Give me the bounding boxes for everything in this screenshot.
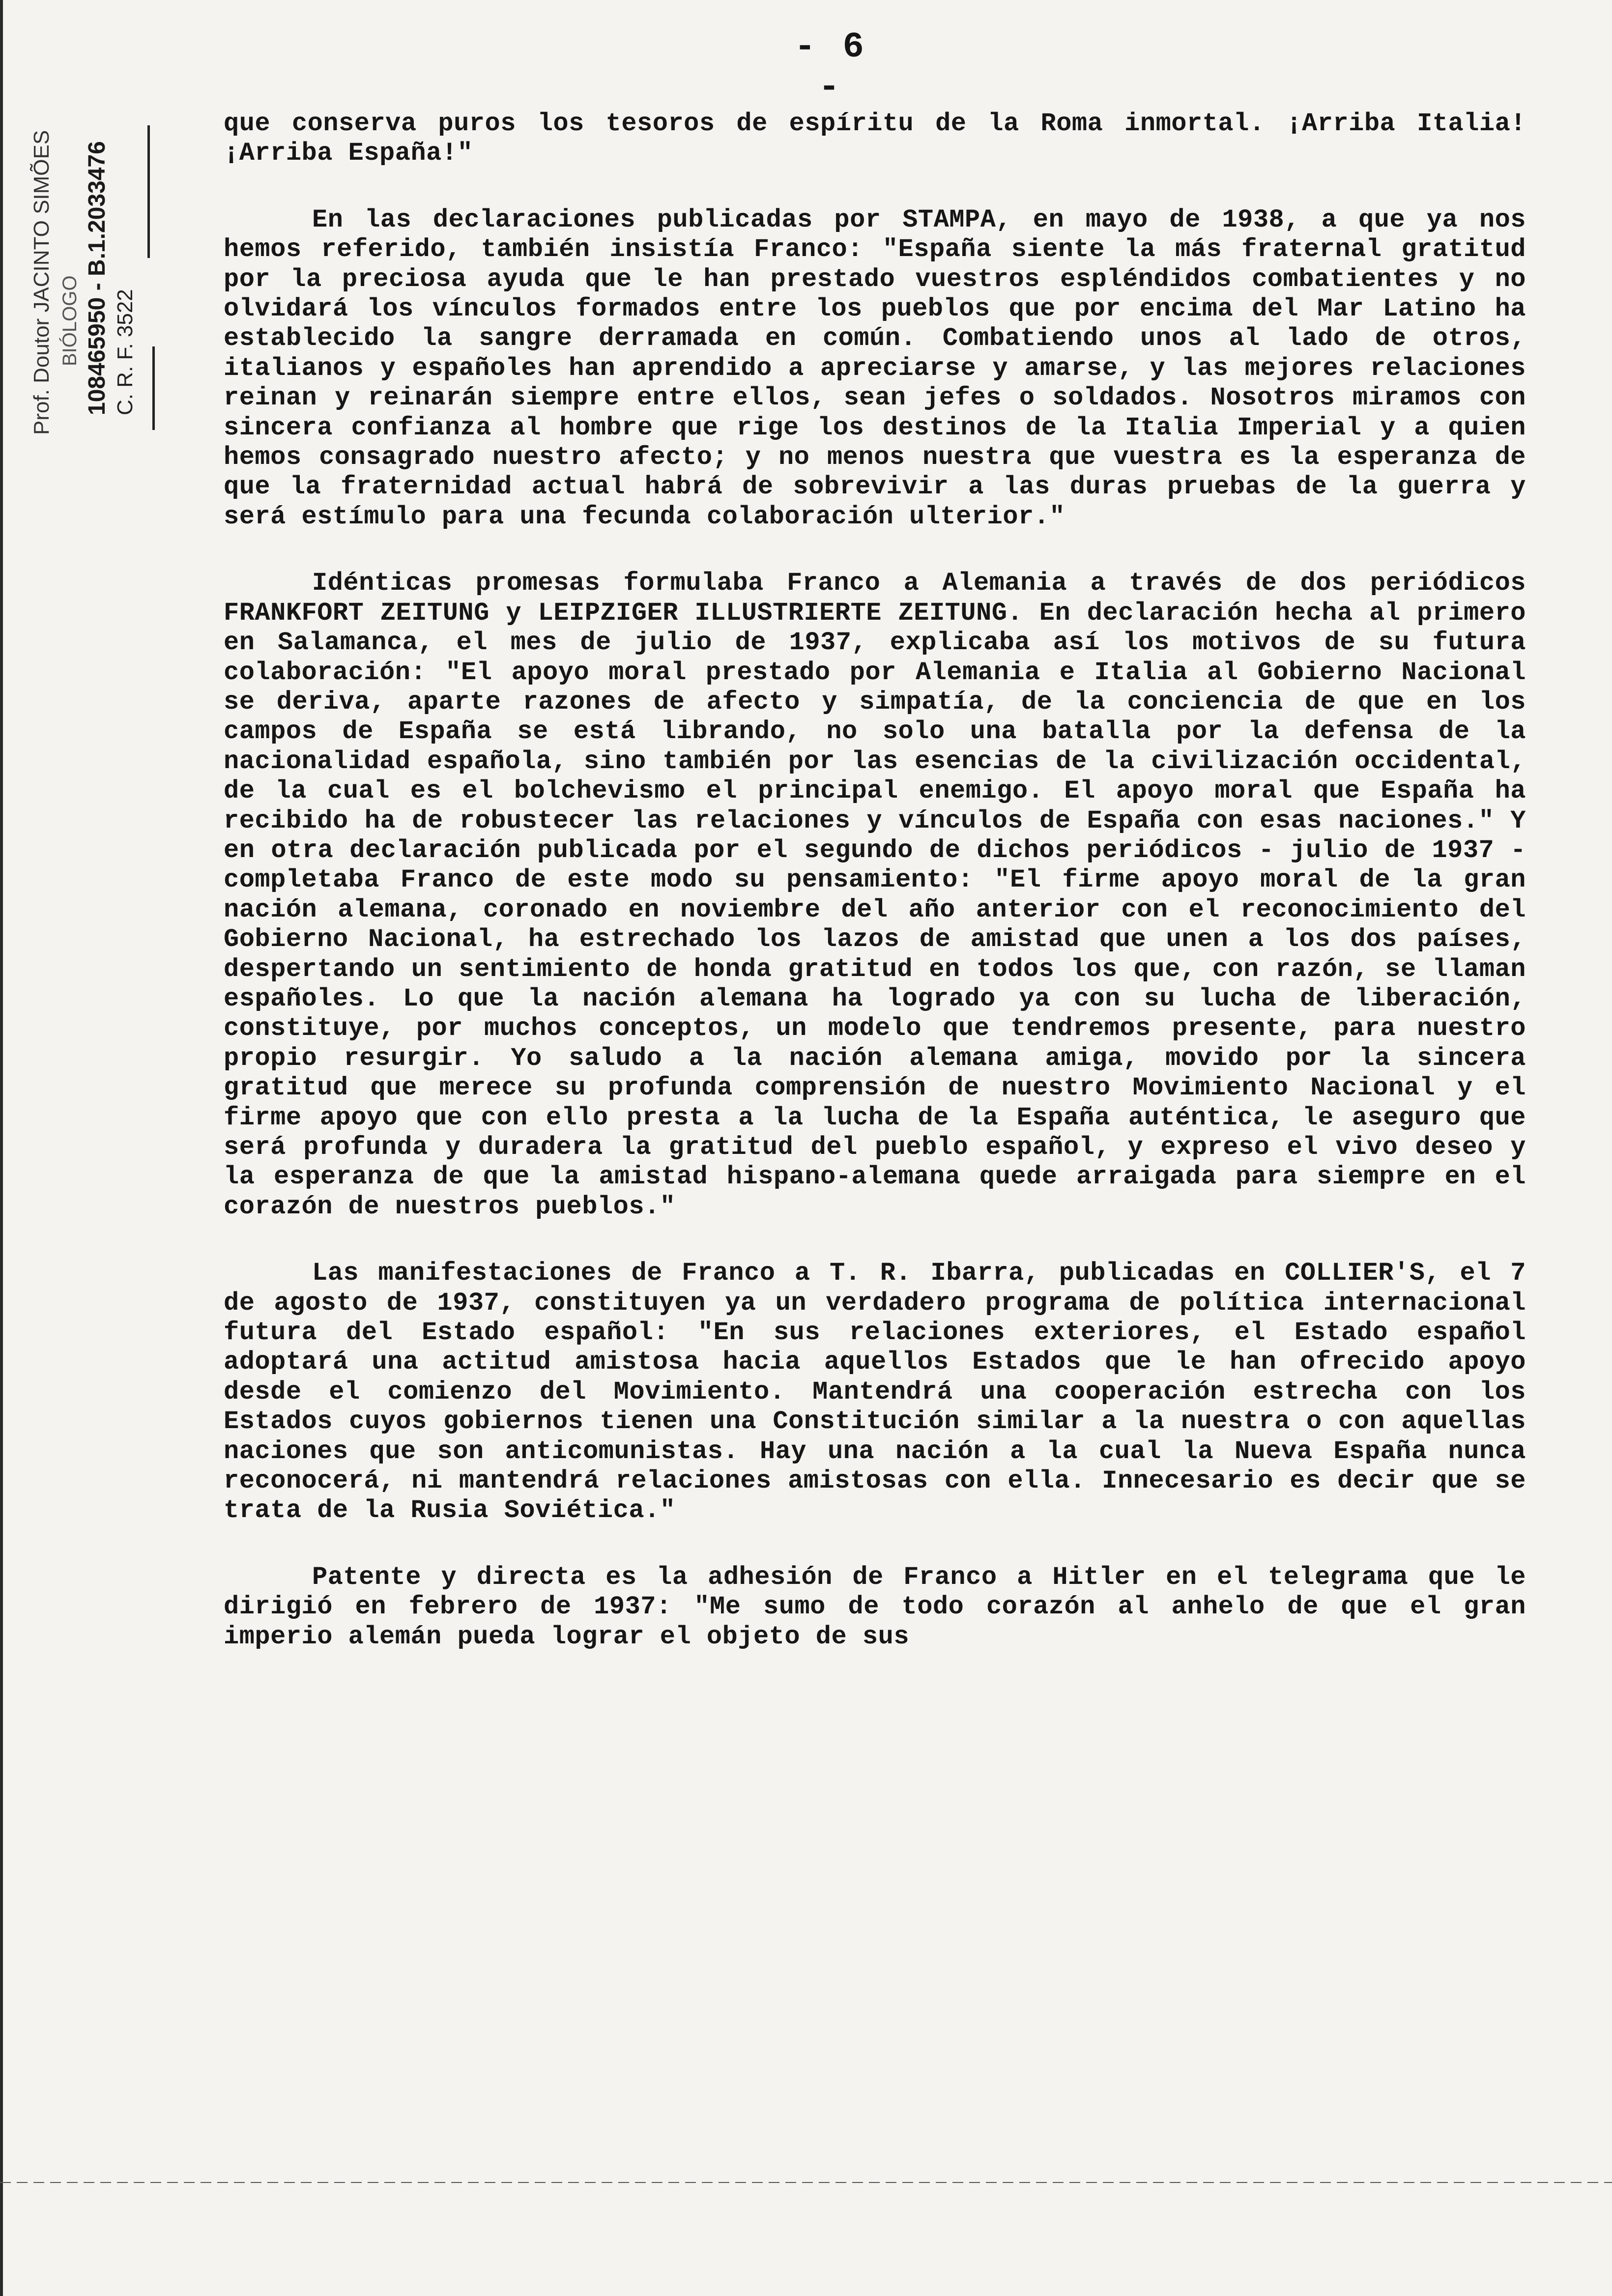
stamp-crf: C. R. F. 3522 xyxy=(113,289,137,415)
page-edge xyxy=(0,0,3,2296)
page-bottom-rule xyxy=(0,2182,1612,2183)
paragraph: Patente y directa es la adhesión de Franco a Hitler en el telegrama que le dirigió en febrero de 1937: "Me sumo de todo corazón al anhelo de que el gran imperio alemán pueda lograr el objeto de sus xyxy=(224,1562,1526,1651)
paragraph: En las declaraciones publicadas por STAMPA, en mayo de 1938, a que ya nos hemos referido, también insistía Franco: "España siente la más fraternal gratitud por la preciosa ayuda que le han prestado vuestros espléndidos combatientes y no olvidará los vínculos formados entre los pueblos que por encima del Mar Latino ha establecido la sangre derramada en común. Combatiendo unos al lado de otros, italianos y españoles han aprendido a apreciarse y amarse, y las mejores relaciones reinan y reinarán siempre entre ellos, sean jefes o soldados. Nosotros miramos con sincera confianza al hombre que rige los destinos de la Italia Imperial y a quien hemos consagrado nuestro afecto; y no menos nuestra que vuestra es la esperanza de que la fraternidad actual habrá de sobrevivir a las duras pruebas de la guerra y será estímulo para una fecunda colaboración ulterior." xyxy=(224,205,1526,531)
margin-stamp xyxy=(29,91,157,435)
stamp-rule xyxy=(147,125,150,258)
stamp-registration: 108465950 - B.1.2033476 xyxy=(84,141,110,415)
paragraph: Idénticas promesas formulaba Franco a Alemania a través de dos periódicos FRANKFORT ZEITUNG y LEIPZIGER ILLUSTRIERTE ZEITUNG. En declaración hecha al primero en Salamanca, el mes de julio de 1937, explicaba así los motivos de su futura colaboración: "El apoyo moral prestado por Alemania e Italia al Gobierno Nacional se deriva, aparte razones de afecto y simpatía, de la conciencia de que en los campos de España se está librando, no solo una batalla por la defensa de la nacionalidad española, sino también por las esencias de la civilización occidental, de la cual es el bolchevismo el principal enemigo. El apoyo moral que España ha recibido ha de robustecer las relaciones y vínculos de España con esas naciones." Y en otra declaración publicada por el segundo de dichos periódicos - julio de 1937 - completaba Franco de este modo su pensamiento: "El firme apoyo moral de la gran nación alemana, coronado en noviembre del año anterior con el reconocimiento del Gobierno Nacional, ha estrechado los lazos de amistad que unen a los dos países, despertando un sentimiento de honda gratitud en todos los que, con razón, se llaman españoles. Lo que la nación alemana ha logrado ya con su lucha de liberación, constituye, por muchos conceptos, un modelo que tendremos presente, para nuestro propio resurgir. Yo saludo a la nación alemana amiga, movido por la sincera gratitud que merece su profunda comprensión de nuestro Movimiento Nacional y el firme apoyo que con ello presta a la lucha de la España auténtica, le aseguro que será profunda y duradera la gratitud del pueblo español, y expreso el vivo deseo y la esperanza de que la amistad hispano-alemana quede arraigada para siempre en el corazón de nuestros pueblos." xyxy=(224,569,1526,1221)
paragraph: que conserva puros los tesoros de espíritu de la Roma inmortal. ¡Arriba Italia! ¡Arriba España!" xyxy=(224,109,1526,168)
stamp-rule xyxy=(152,346,155,430)
page-number: - 6 - xyxy=(794,27,867,108)
paragraph: Las manifestaciones de Franco a T. R. Ibarra, publicadas en COLLIER'S, el 7 de agosto de 1937, constituyen ya un verdadero programa de política internacional futura del Estado español: "En sus relaciones exteriores, el Estado español adoptará una actitud amistosa hacia aquellos Estados que le han ofrecido apoyo desde el comienzo del Movimiento. Mantendrá una cooperación estrecha con los Estados cuyos gobiernos tienen una Constitución similar a la nuestra o con aquellas naciones que son anticomunistas. Hay una nación a la cual la Nueva España nunca reconocerá, ni mantendrá relaciones amistosas con ella. Innecesario es decir que se trata de la Rusia Soviética." xyxy=(224,1259,1526,1525)
document-body xyxy=(224,109,1526,1689)
stamp-title: BIÓLOGO xyxy=(59,275,81,366)
stamp-name: Prof. Doutor JACINTO SIMÕES xyxy=(29,130,54,435)
